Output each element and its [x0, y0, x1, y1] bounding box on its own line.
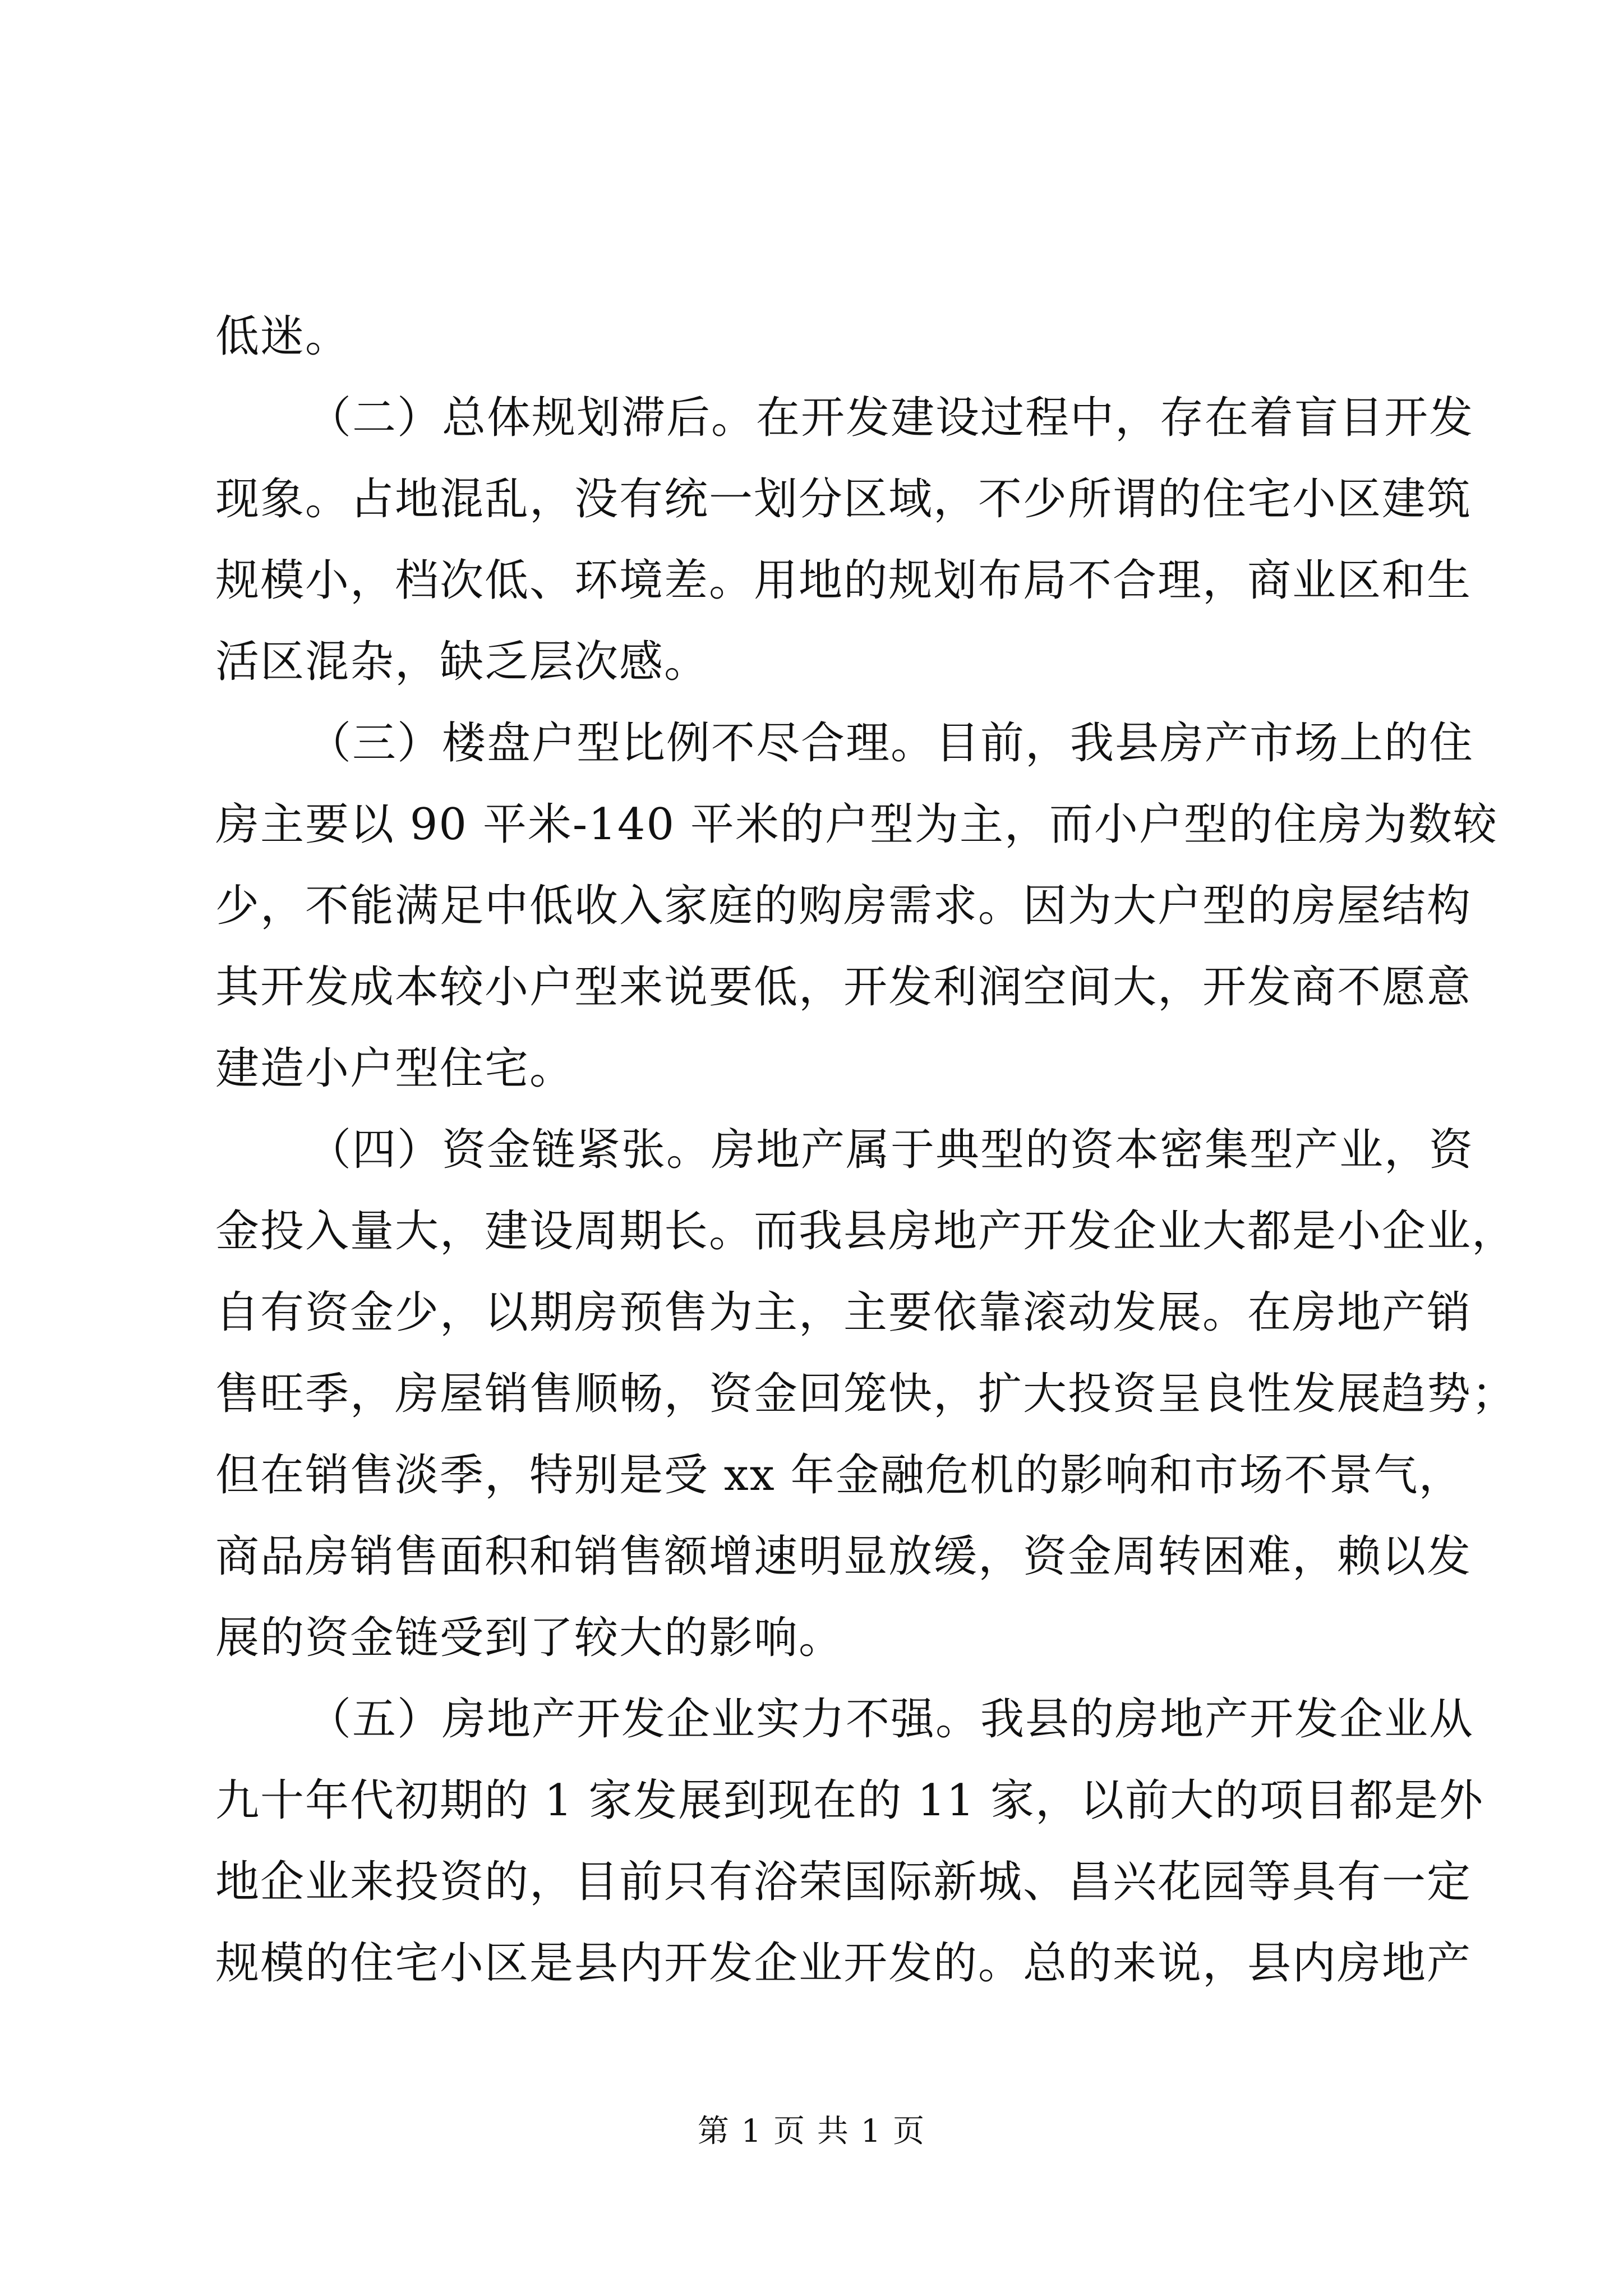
text-line-21: 规模的住宅小区是县内开发企业开发的。总的来说，县内房地产: [215, 1938, 1472, 1989]
page-footer: 第 1 页 共 1 页: [697, 2113, 926, 2150]
text-line-13: 自有资金少，以期房预售为主，主要依靠滚动发展。在房地产销: [215, 1287, 1472, 1338]
text-line-12: 金投入量大，建设周期长。而我县房地产开发企业大都是小企业，: [215, 1206, 1517, 1257]
text-line-2: （二）总体规划滞后。在开发建设过程中，存在着盲目开发: [307, 393, 1474, 443]
text-line-11: （四）资金链紧张。房地产属于典型的资本密集型产业，资: [307, 1125, 1474, 1175]
text-line-5: 活区混杂，缺乏层次感。: [215, 637, 709, 687]
text-line-7: 房主要以 90 平米-140 平米的户型为主，而小户型的住房为数较: [215, 799, 1498, 850]
text-line-3: 现象。占地混乱，没有统一划分区域，不少所谓的住宅小区建筑: [215, 474, 1472, 524]
text-line-6: （三）楼盘户型比例不尽合理。目前，我县房产市场上的住: [307, 718, 1474, 769]
text-line-17: 展的资金链受到了较大的影响。: [215, 1613, 844, 1663]
text-line-9: 其开发成本较小户型来说要低，开发利润空间大，开发商不愿意: [215, 962, 1472, 1013]
text-line-10: 建造小户型住宅。: [215, 1043, 575, 1094]
text-line-15: 但在销售淡季，特别是受 xx 年金融危机的影响和市场不景气，: [215, 1450, 1464, 1501]
text-line-16: 商品房销售面积和销售额增速明显放缓，资金周转困难，赖以发: [215, 1531, 1472, 1582]
text-line-18: （五）房地产开发企业实力不强。我县的房地产开发企业从: [307, 1694, 1474, 1745]
text-line-4: 规模小，档次低、环境差。用地的规划布局不合理，商业区和生: [215, 555, 1472, 606]
text-line-14: 售旺季，房屋销售顺畅，资金回笼快，扩大投资呈良性发展趋势；: [215, 1369, 1517, 1419]
text-line-20: 地企业来投资的，目前只有浴荣国际新城、昌兴花园等具有一定: [215, 1857, 1472, 1907]
text-line-8: 少，不能满足中低收入家庭的购房需求。因为大户型的房屋结构: [215, 881, 1472, 931]
text-line-1: 低迷。: [215, 311, 351, 362]
text-line-19: 九十年代初期的 1 家发展到现在的 11 家，以前大的项目都是外: [215, 1775, 1484, 1826]
